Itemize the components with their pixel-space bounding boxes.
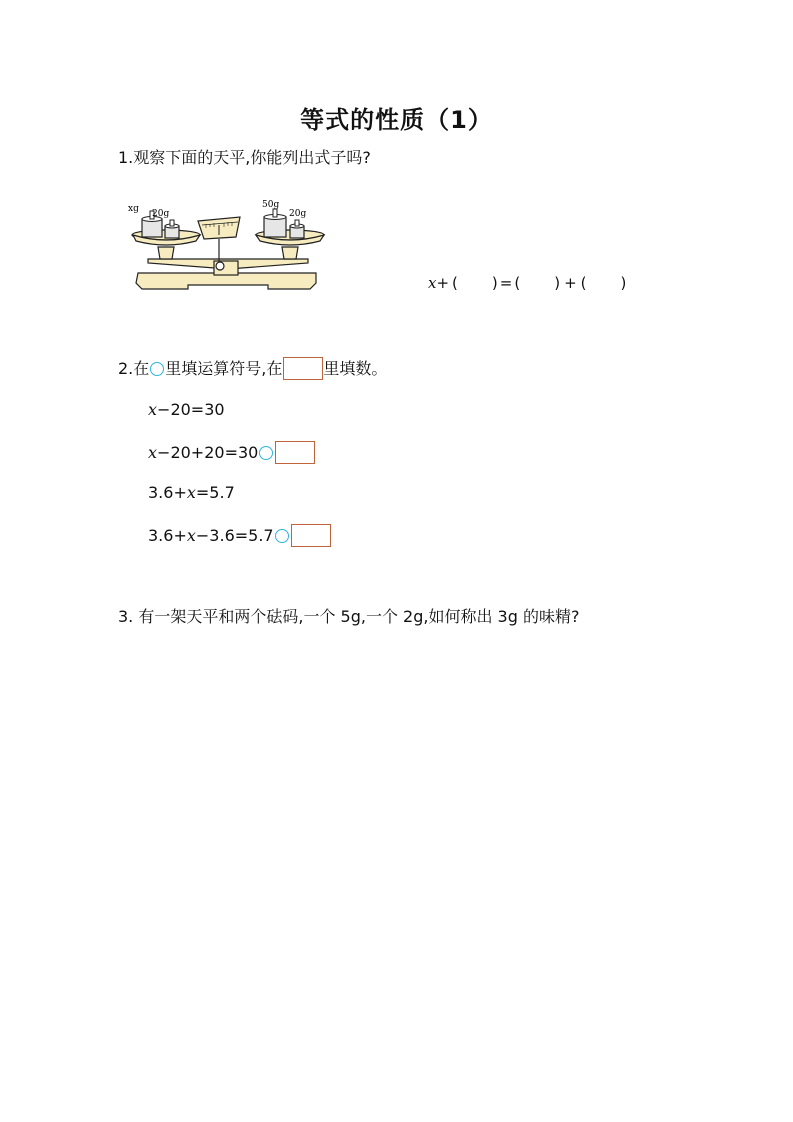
page-title: 等式的性质（1） [300, 106, 493, 134]
number-box-1[interactable] [275, 441, 315, 464]
equation-line-1: x−20=30 [148, 400, 225, 419]
question-1-formula: x+ ( ) = ( ) + ( ) [428, 274, 627, 292]
balance-scale-illustration [128, 195, 328, 295]
operator-circle-1[interactable] [259, 446, 273, 460]
label-20g-right: 20g [289, 209, 307, 219]
equation-line-2: x−20+20=30 [148, 441, 315, 464]
label-50g: 50g [262, 200, 280, 210]
question-3-text: 3. 有一架天平和两个砝码,一个 5g,一个 2g,如何称出 3g 的味精? [118, 607, 580, 626]
number-box-2[interactable] [291, 524, 331, 547]
label-20g-left: 20g [152, 209, 170, 219]
operator-circle-2[interactable] [275, 529, 289, 543]
equation-line-3: 3.6+x=5.7 [148, 483, 235, 502]
number-box-sample [283, 357, 323, 380]
operator-circle-sample [150, 362, 164, 376]
equation-line-4: 3.6+x−3.6=5.7 [148, 524, 331, 547]
label-xg: xg [128, 204, 139, 214]
formula-var-x: x [428, 274, 437, 292]
question-2-text: 2.在 里填运算符号,在 里填数。 [118, 359, 388, 378]
question-1-text: 1.观察下面的天平,你能列出式子吗? [118, 148, 371, 167]
